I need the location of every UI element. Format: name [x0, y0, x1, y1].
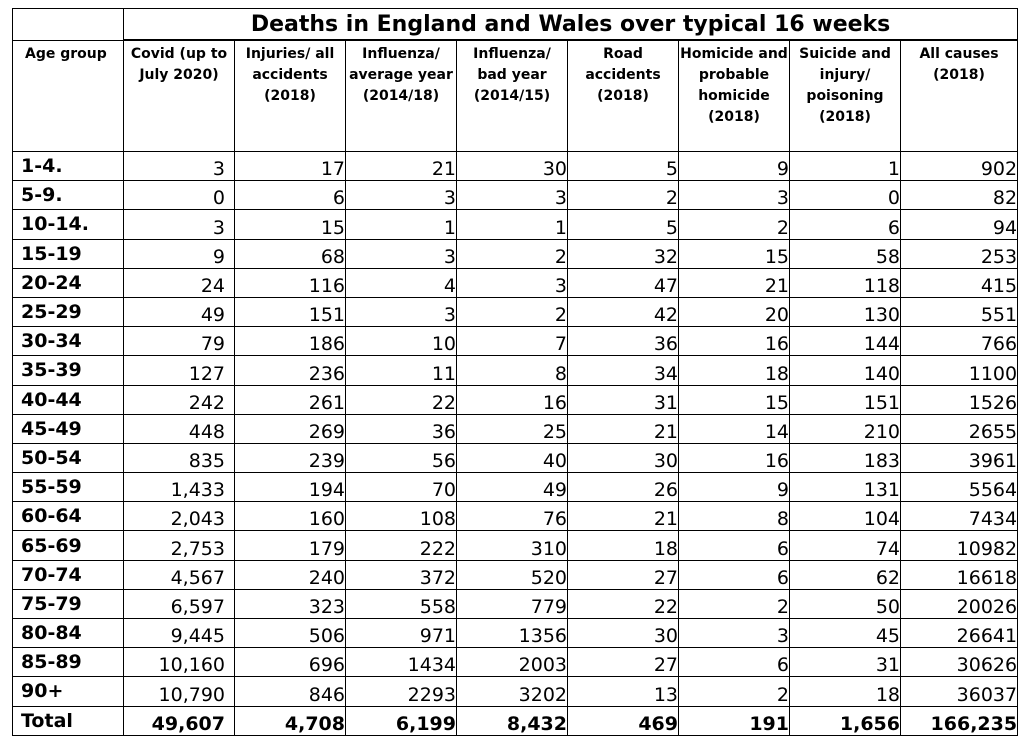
injuries-cell: 68: [235, 239, 346, 268]
age-group-cell: 10-14.: [13, 210, 124, 239]
table-row: [13, 414, 1018, 443]
all-causes-cell: 16618: [901, 560, 1018, 589]
all-causes-cell: 551: [901, 297, 1018, 326]
age-group-cell: 1-4.: [13, 152, 124, 181]
influenza-bad-cell: 3: [457, 181, 568, 210]
road-accidents-cell: 32: [568, 239, 679, 268]
homicide-cell: 16: [679, 443, 790, 472]
injuries-cell: 15: [235, 210, 346, 239]
age-group-cell: 60-64: [13, 502, 124, 531]
all-causes-cell: 36037: [901, 677, 1018, 706]
table-row: [13, 619, 1018, 648]
all-causes-cell: 5564: [901, 473, 1018, 502]
all-causes-cell: 1526: [901, 385, 1018, 414]
influenza-bad-cell: 8: [457, 356, 568, 385]
homicide-cell: 14: [679, 414, 790, 443]
covid-cell: 3: [124, 210, 235, 239]
table-row: [13, 239, 1018, 268]
road-accidents-cell: 21: [568, 502, 679, 531]
table-row: [13, 210, 1018, 239]
influenza-average-cell: 3: [346, 239, 457, 268]
road-accidents-cell: 47: [568, 268, 679, 297]
homicide-cell: 21: [679, 268, 790, 297]
suicide-cell: 18: [790, 677, 901, 706]
homicide-cell: 18: [679, 356, 790, 385]
homicide-cell: 6: [679, 531, 790, 560]
road-accidents-cell: 27: [568, 560, 679, 589]
road-accidents-cell: 30: [568, 619, 679, 648]
header-homicide: Homicide and probable homicide (2018): [679, 40, 790, 152]
title-corner-cell: [13, 9, 124, 41]
all-causes-cell: 7434: [901, 502, 1018, 531]
all-causes-cell: 902: [901, 152, 1018, 181]
covid-cell: 79: [124, 327, 235, 356]
table-row: [13, 327, 1018, 356]
covid-cell: 0: [124, 181, 235, 210]
road-accidents-cell: 21: [568, 414, 679, 443]
influenza-bad-cell: 7: [457, 327, 568, 356]
influenza-bad-cell: 3: [457, 268, 568, 297]
influenza-bad-cell: 8,432: [457, 706, 568, 735]
covid-cell: 242: [124, 385, 235, 414]
suicide-cell: 50: [790, 589, 901, 618]
influenza-average-cell: 70: [346, 473, 457, 502]
suicide-cell: 0: [790, 181, 901, 210]
covid-cell: 10,790: [124, 677, 235, 706]
influenza-average-cell: 6,199: [346, 706, 457, 735]
age-group-cell: 90+: [13, 677, 124, 706]
injuries-cell: 151: [235, 297, 346, 326]
road-accidents-cell: 36: [568, 327, 679, 356]
all-causes-cell: 2655: [901, 414, 1018, 443]
homicide-cell: 9: [679, 473, 790, 502]
suicide-cell: 104: [790, 502, 901, 531]
age-group-cell: 20-24: [13, 268, 124, 297]
covid-cell: 6,597: [124, 589, 235, 618]
table-row: [13, 356, 1018, 385]
injuries-cell: 269: [235, 414, 346, 443]
age-group-cell: 40-44: [13, 385, 124, 414]
age-group-cell: 30-34: [13, 327, 124, 356]
covid-cell: 49,607: [124, 706, 235, 735]
header-age-group: Age group: [13, 40, 124, 152]
injuries-cell: 236: [235, 356, 346, 385]
covid-cell: 10,160: [124, 648, 235, 677]
road-accidents-cell: 22: [568, 589, 679, 618]
all-causes-cell: 30626: [901, 648, 1018, 677]
table-row: [13, 502, 1018, 531]
all-causes-cell: 20026: [901, 589, 1018, 618]
influenza-average-cell: 971: [346, 619, 457, 648]
table-row: [13, 677, 1018, 706]
age-group-cell: 15-19: [13, 239, 124, 268]
suicide-cell: 31: [790, 648, 901, 677]
table-row: [13, 560, 1018, 589]
influenza-average-cell: 2293: [346, 677, 457, 706]
influenza-bad-cell: 76: [457, 502, 568, 531]
suicide-cell: 58: [790, 239, 901, 268]
deaths-table-container: [12, 8, 1017, 736]
road-accidents-cell: 30: [568, 443, 679, 472]
homicide-cell: 191: [679, 706, 790, 735]
influenza-average-cell: 3: [346, 181, 457, 210]
all-causes-cell: 26641: [901, 619, 1018, 648]
road-accidents-cell: 34: [568, 356, 679, 385]
age-group-cell: 55-59: [13, 473, 124, 502]
injuries-cell: 186: [235, 327, 346, 356]
suicide-cell: 1,656: [790, 706, 901, 735]
homicide-cell: 2: [679, 210, 790, 239]
road-accidents-cell: 42: [568, 297, 679, 326]
influenza-average-cell: 1: [346, 210, 457, 239]
injuries-cell: 506: [235, 619, 346, 648]
homicide-cell: 8: [679, 502, 790, 531]
homicide-cell: 3: [679, 181, 790, 210]
age-group-cell: 50-54: [13, 443, 124, 472]
influenza-average-cell: 56: [346, 443, 457, 472]
table-row: [13, 385, 1018, 414]
table-row: [13, 648, 1018, 677]
all-causes-cell: 82: [901, 181, 1018, 210]
covid-cell: 2,043: [124, 502, 235, 531]
age-group-cell: 25-29: [13, 297, 124, 326]
influenza-bad-cell: 2: [457, 297, 568, 326]
homicide-cell: 16: [679, 327, 790, 356]
age-group-cell: 75-79: [13, 589, 124, 618]
road-accidents-cell: 5: [568, 152, 679, 181]
table-title: Deaths in England and Wales over typical 16 weeks: [124, 9, 1018, 41]
covid-cell: 127: [124, 356, 235, 385]
influenza-average-cell: 1434: [346, 648, 457, 677]
age-group-cell: 5-9.: [13, 181, 124, 210]
homicide-cell: 2: [679, 589, 790, 618]
table-row: [13, 589, 1018, 618]
all-causes-cell: 415: [901, 268, 1018, 297]
all-causes-cell: 166,235: [901, 706, 1018, 735]
influenza-average-cell: 21: [346, 152, 457, 181]
injuries-cell: 116: [235, 268, 346, 297]
road-accidents-cell: 5: [568, 210, 679, 239]
header-all-causes: All causes (2018): [901, 40, 1018, 152]
total-row: [13, 706, 1018, 735]
injuries-cell: 6: [235, 181, 346, 210]
suicide-cell: 130: [790, 297, 901, 326]
age-group-cell: Total: [13, 706, 124, 735]
age-group-cell: 65-69: [13, 531, 124, 560]
header-covid: Covid (up to July 2020): [124, 40, 235, 152]
injuries-cell: 846: [235, 677, 346, 706]
header-row: [13, 40, 1018, 152]
influenza-bad-cell: 1356: [457, 619, 568, 648]
influenza-average-cell: 4: [346, 268, 457, 297]
suicide-cell: 140: [790, 356, 901, 385]
all-causes-cell: 94: [901, 210, 1018, 239]
homicide-cell: 3: [679, 619, 790, 648]
injuries-cell: 323: [235, 589, 346, 618]
table-row: [13, 443, 1018, 472]
all-causes-cell: 1100: [901, 356, 1018, 385]
suicide-cell: 118: [790, 268, 901, 297]
age-group-cell: 80-84: [13, 619, 124, 648]
injuries-cell: 194: [235, 473, 346, 502]
suicide-cell: 183: [790, 443, 901, 472]
homicide-cell: 15: [679, 385, 790, 414]
all-causes-cell: 766: [901, 327, 1018, 356]
influenza-average-cell: 36: [346, 414, 457, 443]
covid-cell: 835: [124, 443, 235, 472]
homicide-cell: 15: [679, 239, 790, 268]
influenza-bad-cell: 3202: [457, 677, 568, 706]
injuries-cell: 696: [235, 648, 346, 677]
header-road-accidents: Road accidents (2018): [568, 40, 679, 152]
influenza-average-cell: 558: [346, 589, 457, 618]
road-accidents-cell: 18: [568, 531, 679, 560]
injuries-cell: 4,708: [235, 706, 346, 735]
influenza-bad-cell: 30: [457, 152, 568, 181]
age-group-cell: 70-74: [13, 560, 124, 589]
header-injuries: Injuries/ all accidents (2018): [235, 40, 346, 152]
influenza-average-cell: 10: [346, 327, 457, 356]
injuries-cell: 17: [235, 152, 346, 181]
influenza-bad-cell: 16: [457, 385, 568, 414]
injuries-cell: 160: [235, 502, 346, 531]
table-row: [13, 473, 1018, 502]
homicide-cell: 9: [679, 152, 790, 181]
influenza-average-cell: 372: [346, 560, 457, 589]
influenza-average-cell: 3: [346, 297, 457, 326]
homicide-cell: 2: [679, 677, 790, 706]
influenza-average-cell: 222: [346, 531, 457, 560]
header-influenza-bad: Influenza/ bad year (2014/15): [457, 40, 568, 152]
suicide-cell: 6: [790, 210, 901, 239]
homicide-cell: 6: [679, 560, 790, 589]
all-causes-cell: 3961: [901, 443, 1018, 472]
homicide-cell: 6: [679, 648, 790, 677]
road-accidents-cell: 2: [568, 181, 679, 210]
title-row: [13, 9, 1018, 41]
influenza-average-cell: 11: [346, 356, 457, 385]
table-row: [13, 531, 1018, 560]
all-causes-cell: 10982: [901, 531, 1018, 560]
influenza-bad-cell: 40: [457, 443, 568, 472]
header-influenza-average: Influenza/ average year (2014/18): [346, 40, 457, 152]
covid-cell: 448: [124, 414, 235, 443]
deaths-table: [12, 8, 1018, 736]
road-accidents-cell: 31: [568, 385, 679, 414]
injuries-cell: 261: [235, 385, 346, 414]
influenza-bad-cell: 779: [457, 589, 568, 618]
table-row: [13, 181, 1018, 210]
influenza-bad-cell: 520: [457, 560, 568, 589]
covid-cell: 1,433: [124, 473, 235, 502]
road-accidents-cell: 469: [568, 706, 679, 735]
suicide-cell: 74: [790, 531, 901, 560]
influenza-bad-cell: 2: [457, 239, 568, 268]
suicide-cell: 1: [790, 152, 901, 181]
road-accidents-cell: 13: [568, 677, 679, 706]
suicide-cell: 45: [790, 619, 901, 648]
homicide-cell: 20: [679, 297, 790, 326]
age-group-cell: 35-39: [13, 356, 124, 385]
injuries-cell: 239: [235, 443, 346, 472]
injuries-cell: 240: [235, 560, 346, 589]
covid-cell: 24: [124, 268, 235, 297]
influenza-bad-cell: 310: [457, 531, 568, 560]
influenza-bad-cell: 49: [457, 473, 568, 502]
covid-cell: 4,567: [124, 560, 235, 589]
road-accidents-cell: 27: [568, 648, 679, 677]
covid-cell: 49: [124, 297, 235, 326]
suicide-cell: 131: [790, 473, 901, 502]
suicide-cell: 144: [790, 327, 901, 356]
table-row: [13, 152, 1018, 181]
all-causes-cell: 253: [901, 239, 1018, 268]
table-row: [13, 268, 1018, 297]
covid-cell: 2,753: [124, 531, 235, 560]
suicide-cell: 210: [790, 414, 901, 443]
suicide-cell: 151: [790, 385, 901, 414]
covid-cell: 3: [124, 152, 235, 181]
covid-cell: 9,445: [124, 619, 235, 648]
table-row: [13, 297, 1018, 326]
influenza-average-cell: 22: [346, 385, 457, 414]
influenza-bad-cell: 1: [457, 210, 568, 239]
influenza-average-cell: 108: [346, 502, 457, 531]
covid-cell: 9: [124, 239, 235, 268]
age-group-cell: 85-89: [13, 648, 124, 677]
injuries-cell: 179: [235, 531, 346, 560]
road-accidents-cell: 26: [568, 473, 679, 502]
age-group-cell: 45-49: [13, 414, 124, 443]
suicide-cell: 62: [790, 560, 901, 589]
influenza-bad-cell: 25: [457, 414, 568, 443]
influenza-bad-cell: 2003: [457, 648, 568, 677]
header-suicide: Suicide and injury/ poisoning (2018): [790, 40, 901, 152]
